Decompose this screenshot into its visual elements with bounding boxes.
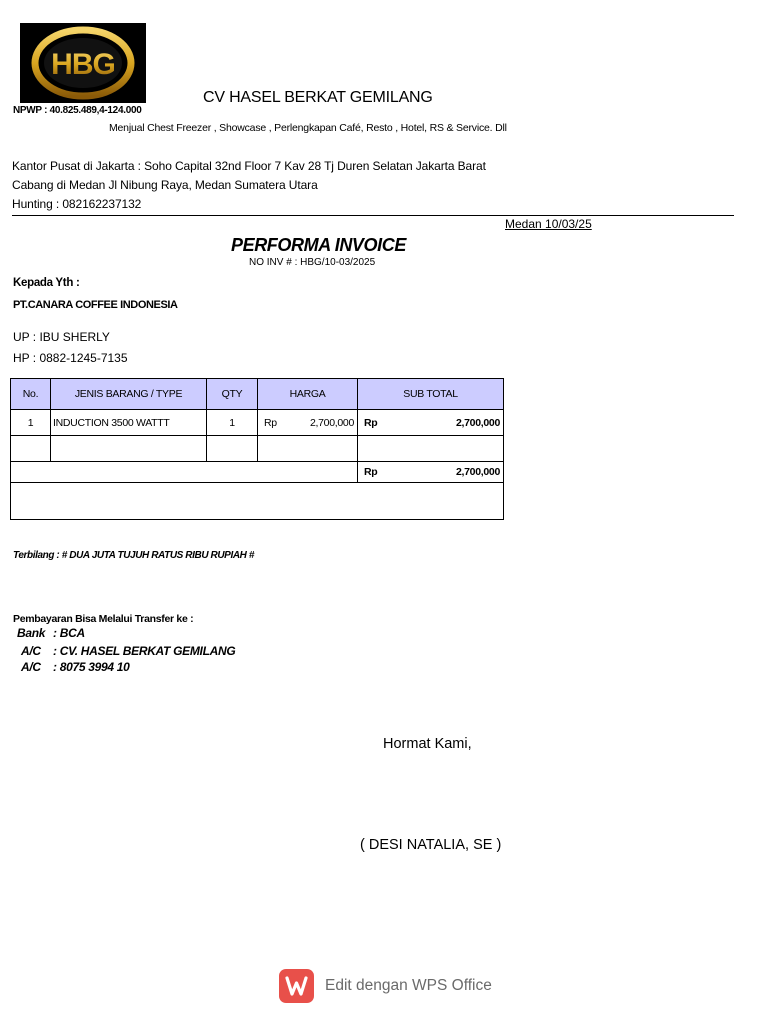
footer-empty-cell	[11, 483, 504, 520]
ac-name-value: : CV. HASEL BERKAT GEMILANG	[53, 644, 236, 658]
total-currency: Rp	[364, 466, 378, 478]
address-branch: Cabang di Medan Jl Nibung Raya, Medan Sumatera Utara	[12, 178, 318, 192]
ac-no-key: A/C	[21, 660, 41, 674]
company-logo	[20, 23, 146, 103]
amount-in-words: Terbilang : # DUA JUTA TUJUH RATUS RIBU RUPIAH #	[13, 550, 255, 561]
total-spacer	[11, 462, 358, 483]
payment-account-number	[21, 660, 130, 674]
table-row	[11, 410, 504, 436]
npwp: NPWP : 40.825.489,4-124.000	[13, 105, 142, 116]
recipient-label: Kepada Yth :	[13, 277, 80, 289]
empty-cell	[358, 436, 504, 462]
city-date: Medan 10/03/25	[505, 217, 592, 231]
col-header-qty: QTY	[207, 379, 258, 410]
col-header-no: No.	[11, 379, 51, 410]
price-currency: Rp	[264, 416, 277, 429]
total-amount: 2,700,000	[455, 466, 500, 478]
col-header-subtotal: SUB TOTAL	[358, 379, 504, 410]
cell-qty: 1	[207, 410, 258, 436]
address-head-office: Kantor Pusat di Jakarta : Soho Capital 32nd Floor 7 Kav 28 Tj Duren Selatan Jakarta Barat	[12, 159, 486, 173]
hunting-phone: Hunting : 082162237132	[12, 197, 142, 211]
recipient-company: PT.CANARA COFFEE INDONESIA	[13, 299, 178, 311]
empty-cell	[11, 436, 51, 462]
table-footer-row	[11, 483, 504, 520]
bank-key: Bank	[17, 626, 46, 640]
payment-title: Pembayaran Bisa Melalui Transfer ke :	[13, 613, 194, 625]
company-name: CV HASEL BERKAT GEMILANG	[203, 89, 433, 106]
subtotal-currency: Rp	[364, 416, 378, 429]
ac-name-key: A/C	[21, 644, 41, 658]
invoice-items-table	[10, 378, 504, 520]
cell-item-text: INDUCTION 3500 WATTT	[53, 416, 170, 429]
invoice-number: NO INV # : HBG/10-03/2025	[249, 257, 376, 268]
bank-value: : BCA	[53, 626, 85, 640]
recipient-attention: UP : IBU SHERLY	[13, 330, 110, 344]
empty-cell	[258, 436, 358, 462]
subtotal-amount: 2,700,000	[455, 416, 500, 429]
ac-no-value: : 8075 3994 10	[53, 660, 130, 674]
logo-text: HBG	[51, 48, 115, 81]
cell-price	[258, 410, 358, 436]
company-tagline: Menjual Chest Freezer , Showcase , Perlengkapan Café, Resto , Hotel, RS & Service. Dll	[109, 122, 507, 134]
header-divider	[12, 215, 734, 216]
empty-cell	[207, 436, 258, 462]
wps-edit-text: Edit dengan WPS Office	[325, 977, 492, 994]
col-header-price: HARGA	[258, 379, 358, 410]
cell-subtotal	[358, 410, 504, 436]
document-title: PERFORMA INVOICE	[231, 235, 406, 255]
table-row-empty	[11, 436, 504, 462]
closing-regards: Hormat Kami,	[383, 736, 472, 752]
recipient-phone: HP : 0882-1245-7135	[13, 351, 128, 365]
signer-name: ( DESI NATALIA, SE )	[360, 837, 502, 853]
total-row	[11, 462, 504, 483]
cell-no: 1	[11, 410, 51, 436]
payment-bank	[17, 626, 85, 640]
price-amount: 2,700,000	[309, 416, 354, 429]
wps-office-icon	[279, 969, 314, 1003]
payment-account-name	[21, 644, 235, 658]
cell-item	[51, 410, 207, 436]
empty-cell	[51, 436, 207, 462]
col-header-item: JENIS BARANG / TYPE	[51, 379, 207, 410]
cell-total	[358, 462, 504, 483]
